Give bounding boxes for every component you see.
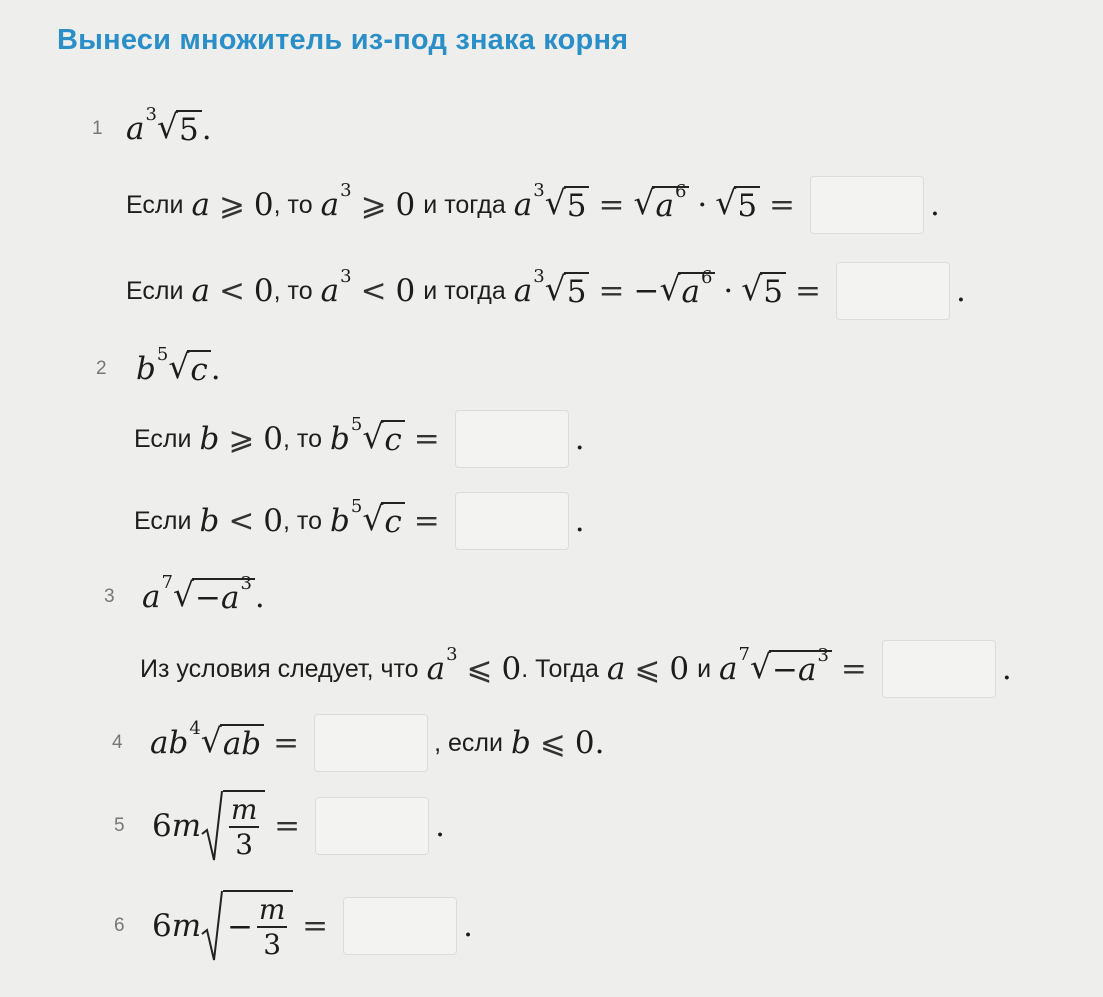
answer-input-5[interactable] [315,797,429,855]
task-number: 4 [112,732,123,753]
task-6: 6 6 m − $\frac{m}{3}$ = . [114,890,473,962]
task-1-header: 1 a 3 √ 5 . [92,103,212,148]
task-1-case-negative: Если a < 0 , то a 3 < 0 и тогда a 3 √ 5 = − √ a 6 · √ 5 = . [126,262,966,320]
task-5: 5 6 m $\frac{m}{3}$ = . [114,790,445,862]
radical-icon [201,790,223,862]
task-2-case-positive: Если b ⩾ 0 , то b 5 √ c = . [134,410,585,468]
task-3-header: 3 a 7 √ − a 3 . [104,571,265,616]
task-number: 5 [114,815,125,836]
answer-input-2b[interactable] [455,492,569,550]
task-number: 1 [92,118,103,139]
answer-input-3[interactable] [882,640,996,698]
task-4: 4 ab 4 √ ab = , если b ⩽ 0 . [112,714,604,772]
task-number: 2 [96,358,107,379]
radical-icon [201,890,223,962]
answer-input-4[interactable] [314,714,428,772]
task-number: 6 [114,915,125,936]
task-number: 3 [104,586,115,607]
answer-input-2a[interactable] [455,410,569,468]
answer-input-6[interactable] [343,897,457,955]
page-title: Вынеси множитель из-под знака корня [57,24,629,56]
answer-input-1b[interactable] [836,262,950,320]
task-3-condition: Из условия следует, что a 3 ⩽ 0 . Тогда a ⩽ 0 и a 7 √ − a 3 = . [140,640,1012,698]
task-2-header: 2 b 5 √ c . [96,343,221,388]
task-2-case-negative: Если b < 0 , то b 5 √ c = . [134,492,585,550]
answer-input-1a[interactable] [810,176,924,234]
task-1-case-positive: Если a ⩾ 0 , то a 3 ⩾ 0 и тогда a 3 √ 5 = √ a 6 · √ 5 = . [126,176,940,234]
